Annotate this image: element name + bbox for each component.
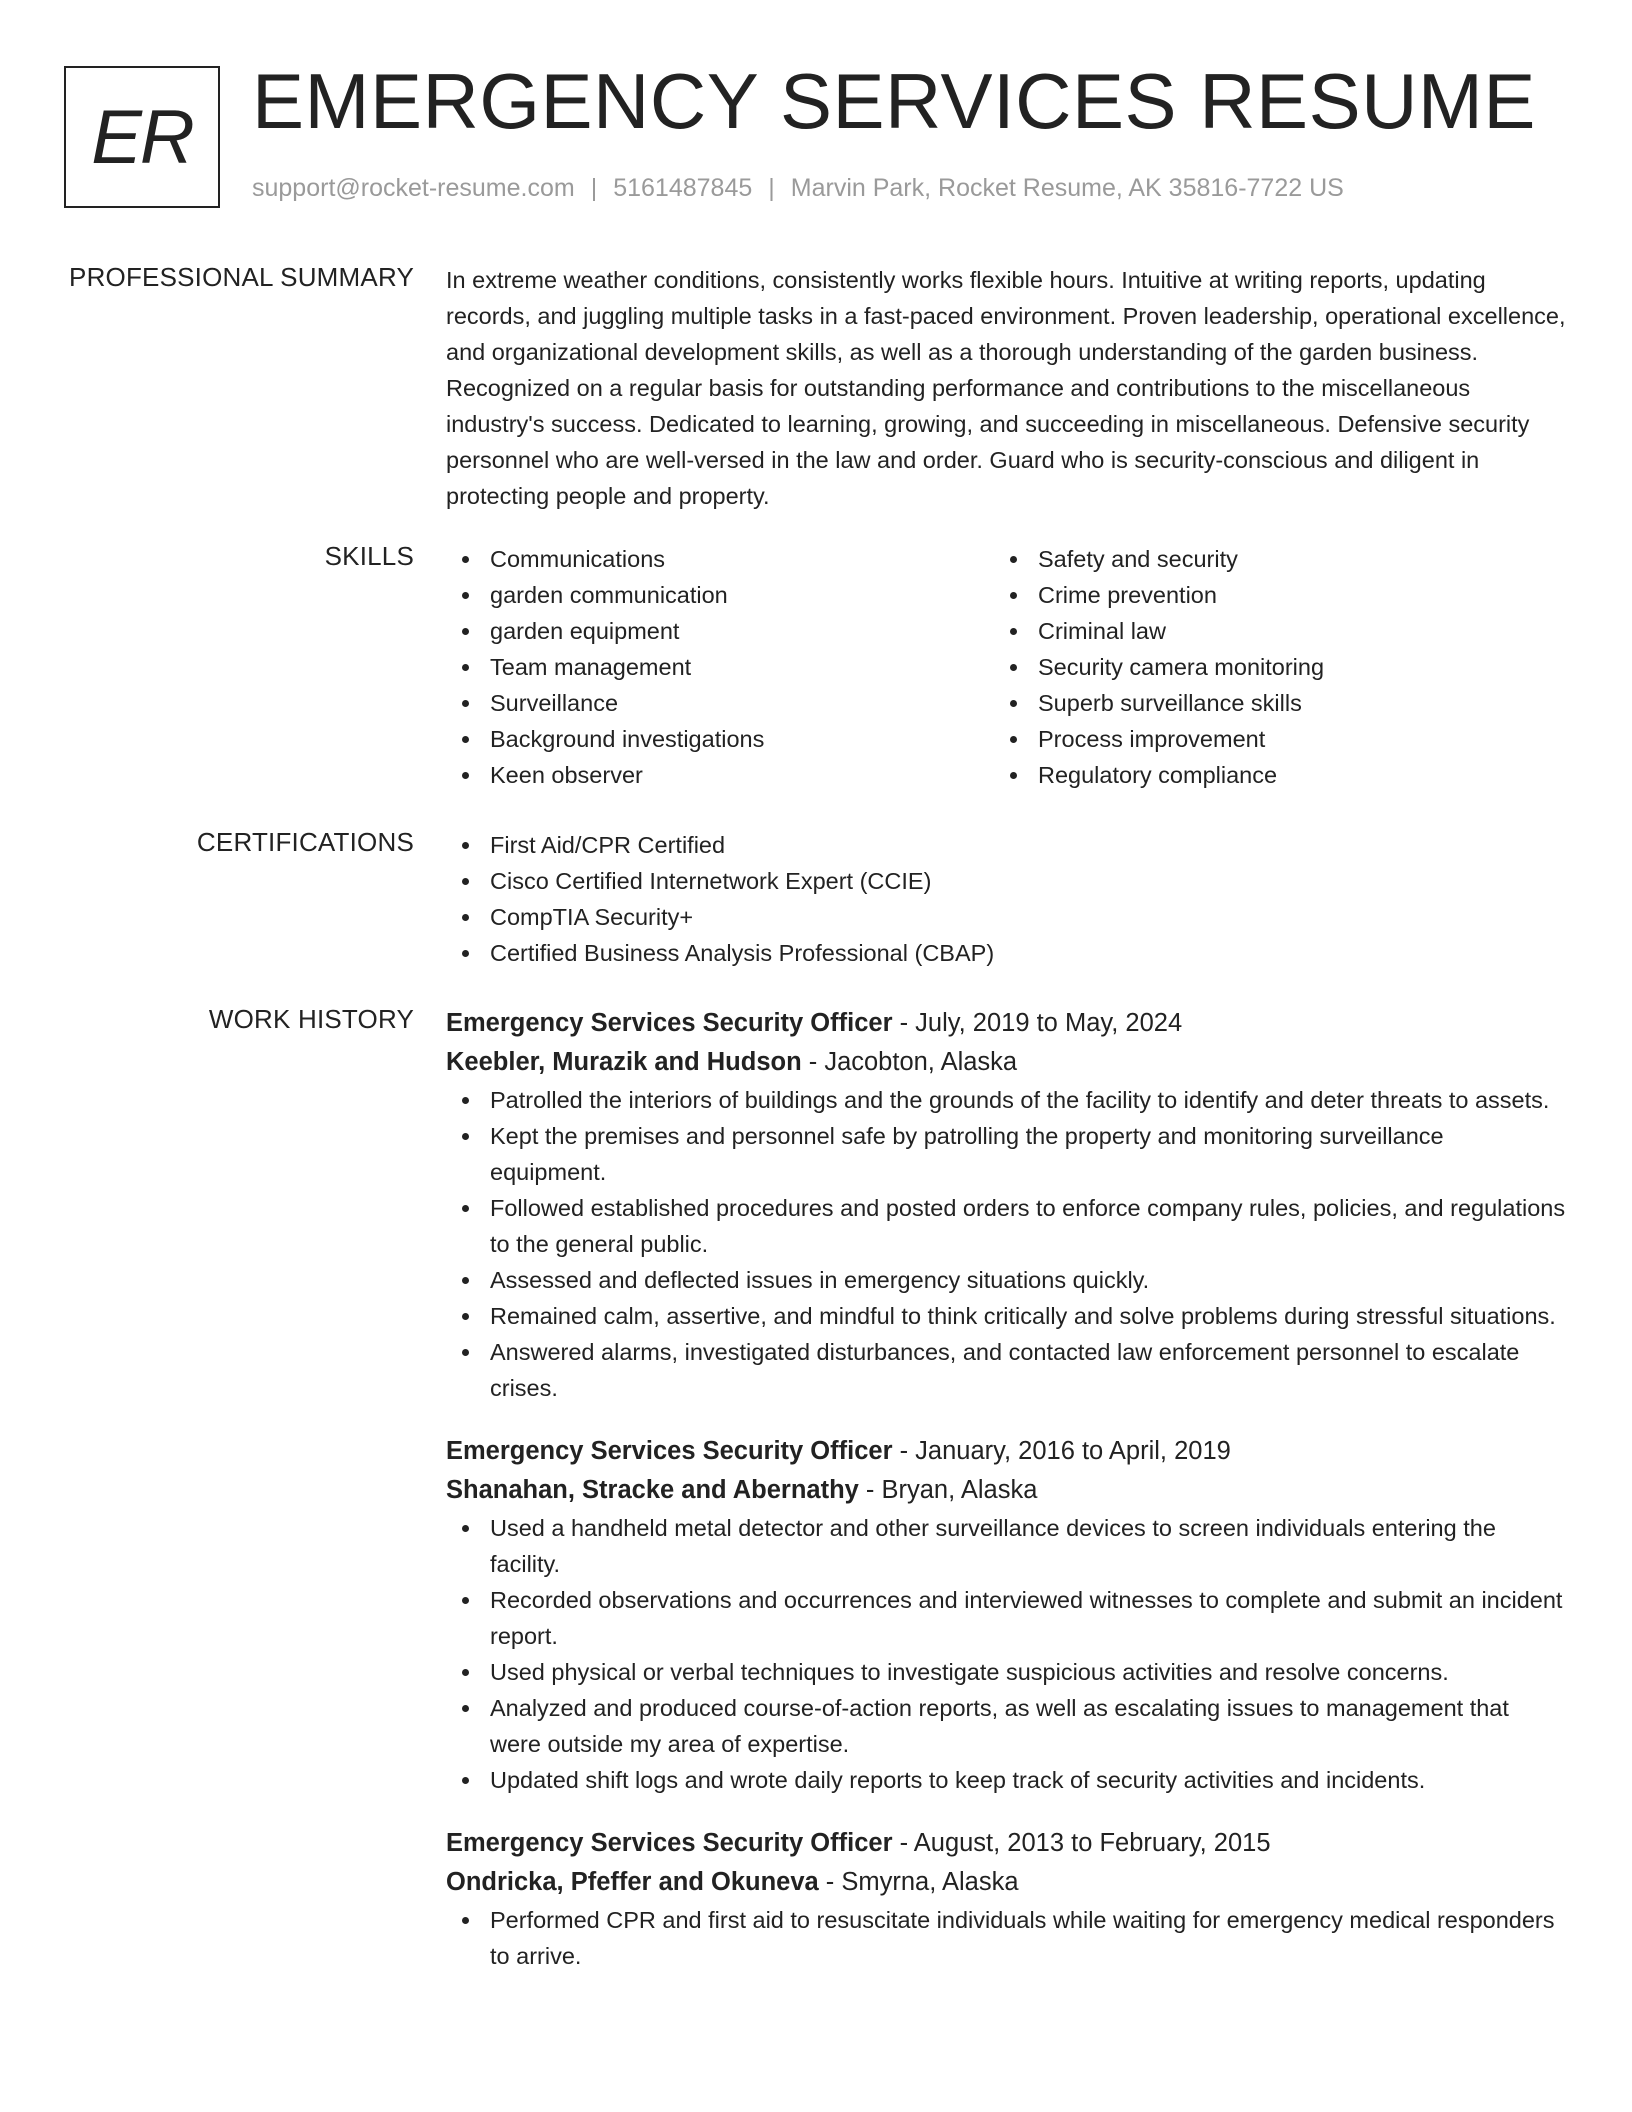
job-duty: Used a handheld metal detector and other surveillance devices to screen individuals entering the facility. [446,1510,1566,1582]
skill-item: Surveillance [446,685,994,721]
job-company-line [446,1863,1566,1902]
job-duty: Analyzed and produced course-of-action reports, as well as escalating issues to management that were outside my area of expertise. [446,1690,1566,1762]
summary-body [446,262,1566,514]
job-duty: Performed CPR and first aid to resuscitate individuals while waiting for emergency medical responders to arrive. [446,1902,1566,1974]
certification-item: Cisco Certified Internetwork Expert (CCIE) [446,863,1566,899]
contact-line [252,174,1344,203]
job-company-line [446,1043,1566,1082]
skill-item: Process improvement [994,721,1542,757]
job-duty: Answered alarms, investigated disturbances, and contacted law enforcement personnel to escalate crises. [446,1334,1566,1406]
job-duty: Patrolled the interiors of buildings and the grounds of the facility to identify and deter threats to assets. [446,1082,1566,1118]
job-title-line [446,1004,1566,1043]
contact-address: Marvin Park, Rocket Resume, AK 35816-7722 US [790,174,1344,202]
section-label-summary: PROFESSIONAL SUMMARY [69,262,414,292]
job-entry [446,1824,1566,1974]
job-dates: - July, 2019 to May, 2024 [892,1009,1183,1037]
job-entry [446,1432,1566,1798]
job-company: Ondricka, Pfeffer and Okuneva [446,1868,819,1896]
resume-title: EMERGENCY SERVICES RESUME [252,57,1536,145]
skill-item: Safety and security [994,541,1542,577]
job-location: - Bryan, Alaska [858,1476,1038,1504]
monogram-text: ER [91,94,193,180]
certification-item: First Aid/CPR Certified [446,827,1566,863]
skills-list-left [446,541,994,793]
contact-phone: 5161487845 [613,174,753,202]
job-duty: Followed established procedures and posted orders to enforce company rules, policies, and regulations to the general public. [446,1190,1566,1262]
job-duty: Kept the premises and personnel safe by patrolling the property and monitoring surveillance equipment. [446,1118,1566,1190]
skill-item: Regulatory compliance [994,757,1542,793]
job-title: Emergency Services Security Officer [446,1437,893,1465]
skill-item: Criminal law [994,613,1542,649]
job-duties-list [446,1902,1566,1974]
job-dates: - January, 2016 to April, 2019 [892,1437,1231,1465]
skill-item: Keen observer [446,757,994,793]
job-location: - Jacobton, Alaska [801,1048,1018,1076]
job-duties-list [446,1082,1566,1406]
contact-separator: | [768,174,775,202]
job-title: Emergency Services Security Officer [446,1829,893,1857]
section-label-work-history: WORK HISTORY [208,1004,414,1034]
job-duty: Assessed and deflected issues in emergency situations quickly. [446,1262,1566,1298]
job-duty: Updated shift logs and wrote daily reports to keep track of security activities and incidents. [446,1762,1566,1798]
contact-separator: | [590,174,598,202]
skill-item: Superb surveillance skills [994,685,1542,721]
job-title: Emergency Services Security Officer [446,1009,893,1037]
skill-item: garden communication [446,577,994,613]
skill-item: Crime prevention [994,577,1542,613]
job-duties-list [446,1510,1566,1798]
job-duty: Used physical or verbal techniques to investigate suspicious activities and resolve concerns. [446,1654,1566,1690]
certifications-body [446,827,1566,971]
job-entry [446,1004,1566,1406]
job-title-line [446,1824,1566,1863]
skill-item: Team management [446,649,994,685]
job-company: Keebler, Murazik and Hudson [446,1048,802,1076]
certification-item: Certified Business Analysis Professional (CBAP) [446,935,1566,971]
job-duty: Recorded observations and occurrences and interviewed witnesses to complete and submit an incident report. [446,1582,1566,1654]
job-dates: - August, 2013 to February, 2015 [892,1829,1271,1857]
section-label-certifications: CERTIFICATIONS [196,827,414,857]
skills-body [446,541,1566,793]
job-company: Shanahan, Stracke and Abernathy [446,1476,859,1504]
job-company-line [446,1471,1566,1510]
skills-list-right [994,541,1542,793]
certifications-list [446,827,1566,971]
certification-item: CompTIA Security+ [446,899,1566,935]
monogram-logo [64,66,220,208]
job-duty: Remained calm, assertive, and mindful to think critically and solve problems during stressful situations. [446,1298,1566,1334]
work-history-body [446,1004,1566,1974]
skill-item: Background investigations [446,721,994,757]
skill-item: Communications [446,541,994,577]
section-label-skills: SKILLS [324,541,414,571]
job-title-line [446,1432,1566,1471]
summary-text: In extreme weather conditions, consistently works flexible hours. Intuitive at writing reports, updating records, and juggling multiple tasks in a fast-paced environment. Proven leadership, operational excellence, and organizational development skills, as well as a thorough understanding of the garden business. Recognized on a regular basis for outstanding performance and contributions to the miscellaneous industry's success. Dedicated to learning, growing, and succeeding in miscellaneous. Defensive security personnel who are well-versed in the law and order. Guard who is security-conscious and diligent in protecting people and property. [446,267,1566,509]
job-location: - Smyrna, Alaska [818,1868,1019,1896]
contact-email: support@rocket-resume.com [252,174,575,202]
skill-item: garden equipment [446,613,994,649]
skill-item: Security camera monitoring [994,649,1542,685]
